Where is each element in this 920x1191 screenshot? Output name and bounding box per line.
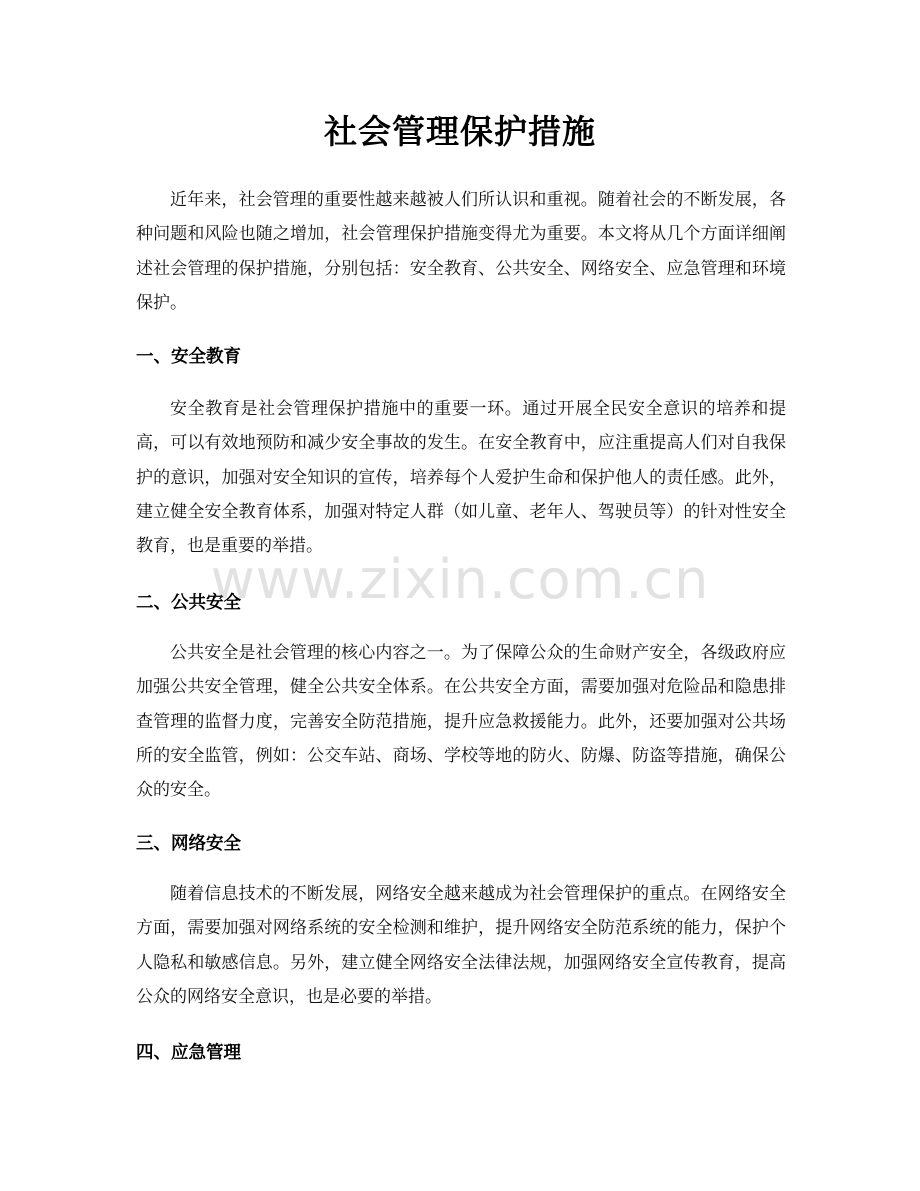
watermark-text: www.zixin.com.cn bbox=[210, 548, 710, 611]
section-heading-network-security: 三、网络安全 bbox=[136, 834, 241, 854]
section-heading-emergency-management: 四、应急管理 bbox=[136, 1043, 241, 1063]
section-heading-public-safety: 二、公共安全 bbox=[136, 593, 241, 613]
intro-paragraph: 近年来，社会管理的重要性越来越被人们所认识和重视。随着社会的不断发展，各种问题和风险也随之增加，社会管理保护措施变得尤为重要。本文将从几个方面详细阐述社会管理的保护措施，分别包括：安全教育、公共安全、网络安全、应急管理和环境保护。 bbox=[136, 190, 786, 313]
document-title: 社会管理保护措施 bbox=[324, 112, 596, 151]
section-body-network-security: 随着信息技术的不断发展，网络安全越来越成为社会管理保护的重点。在网络安全方面，需要加强对网络系统的安全检测和维护，提升网络安全防范系统的能力，保护个人隐私和敏感信息。另外，建立健全网络安全法律法规，加强网络安全宣传教育，提高公众的网络安全意识，也是必要的举措。 bbox=[136, 884, 786, 1007]
section-body-safety-education: 安全教育是社会管理保护措施中的重要一环。通过开展全民安全意识的培养和提高，可以有效地预防和减少安全事故的发生。在安全教育中，应注重提高人们对自我保护的意识，加强对安全知识的宣传，培养每个人爱护生命和保护他人的责任感。此外，建立健全安全教育体系，加强对特定人群（如儿童、老年人、驾驶员等）的针对性安全教育，也是重要的举措。 bbox=[136, 399, 786, 557]
section-body-public-safety: 公共安全是社会管理的核心内容之一。为了保障公众的生命财产安全，各级政府应加强公共安全管理，健全公共安全体系。在公共安全方面，需要加强对危险品和隐患排查管理的监督力度，完善安全防范措施，提升应急救援能力。此外，还要加强对公共场所的安全监管，例如：公交车站、商场、学校等地的防火、防爆、防盗等措施，确保公众的安全。 bbox=[136, 643, 786, 801]
section-heading-safety-education: 一、安全教育 bbox=[136, 347, 241, 367]
